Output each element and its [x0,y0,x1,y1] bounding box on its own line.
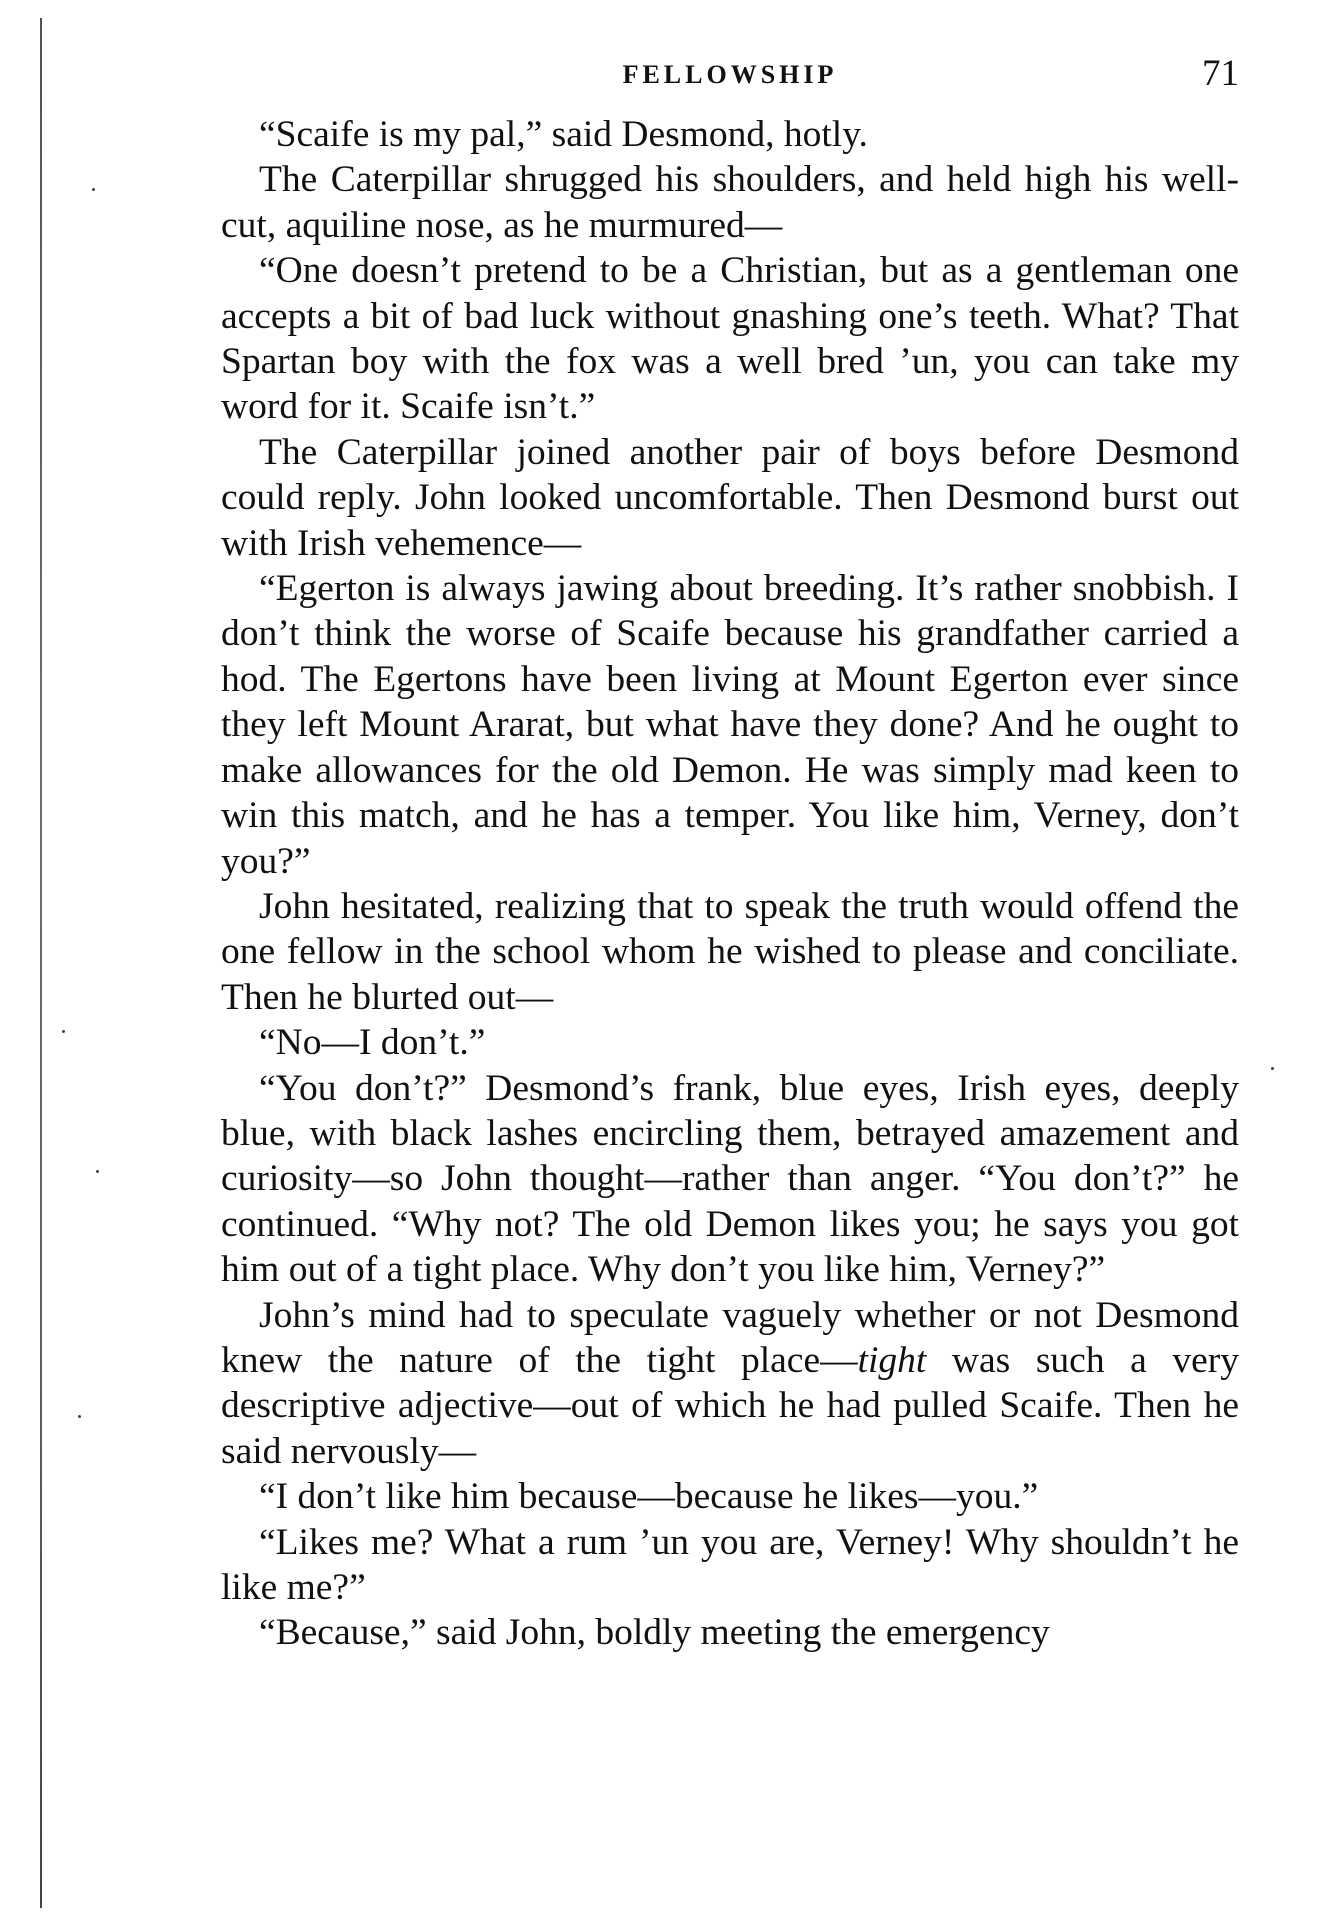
page-number: 71 [1202,53,1239,94]
paragraph: The Caterpillar joined another pair of boys before Desmond could reply. John looked uncomfortable. Then Desmond burst out with Irish vehemence— [221,431,1239,564]
scan-speck [1271,1067,1274,1070]
scan-speck [62,1030,65,1033]
book-page [221,52,1239,1656]
running-title: FELLOWSHIP [622,60,838,89]
scan-speck [92,188,95,191]
paragraph: “I don’t like him because—because he likes—you.” [259,1476,1039,1518]
paragraph: The Caterpillar shrugged his shoulders, and held high his well-cut, aquiline nose, as he murmured— [221,159,1239,246]
paragraph: “No—I don’t.” [259,1022,486,1064]
paragraph: “One doesn’t pretend to be a Christian, but as a gentleman one accepts a bit of bad luck without gnashing one’s teeth. What? That Spartan boy with the fox was a well bred ’un, you can take my word for it. Scaife isn’t.” [221,250,1239,428]
scan-speck [96,1170,99,1173]
page-edge-line [40,18,42,1908]
paragraph-text: John’s mind had to speculate vaguely whether or not Desmond knew the nature of the tight place— [221,1294,1239,1381]
paragraph-text-continued: was such a very descriptive adjective—out of which he had pulled Scaife. Then he said nervously— [221,1339,1239,1472]
paragraph [221,1293,1239,1475]
paragraph: “Likes me? What a rum ’un you are, Verney! Why shouldn’t he like me?” [221,1521,1239,1608]
paragraph: “You don’t?” Desmond’s frank, blue eyes, Irish eyes, deeply blue, with black lashes encircling them, betrayed amazement and curiosity—so John thought—rather than anger. “You don’t?” he continued. “Why not? The old Demon likes you; he says you got him out of a tight place. Why don’t you like him, Verney?” [221,1067,1239,1291]
italic-word: tight [857,1339,927,1381]
paragraph: “Because,” said John, boldly meeting the emergency [259,1612,1050,1654]
body-text [221,112,1239,1656]
paragraph: John hesitated, realizing that to speak the truth would offend the one fellow in the school whom he wished to please and conciliate. Then he blurted out— [221,885,1239,1018]
paragraph: “Scaife is my pal,” said Desmond, hotly. [259,114,868,155]
scan-speck [78,1415,81,1418]
running-head [221,52,1239,112]
paragraph: “Egerton is always jawing about breeding. It’s rather snobbish. I don’t think the worse of Scaife because his grandfather carried a hod. The Egertons have been living at Mount Egerton ever since they left Mount Ararat, but what have they done? And he ought to make allowances for the old Demon. He was simply mad keen to win this match, and he has a temper. You like him, Verney, don’t you?” [221,568,1239,882]
